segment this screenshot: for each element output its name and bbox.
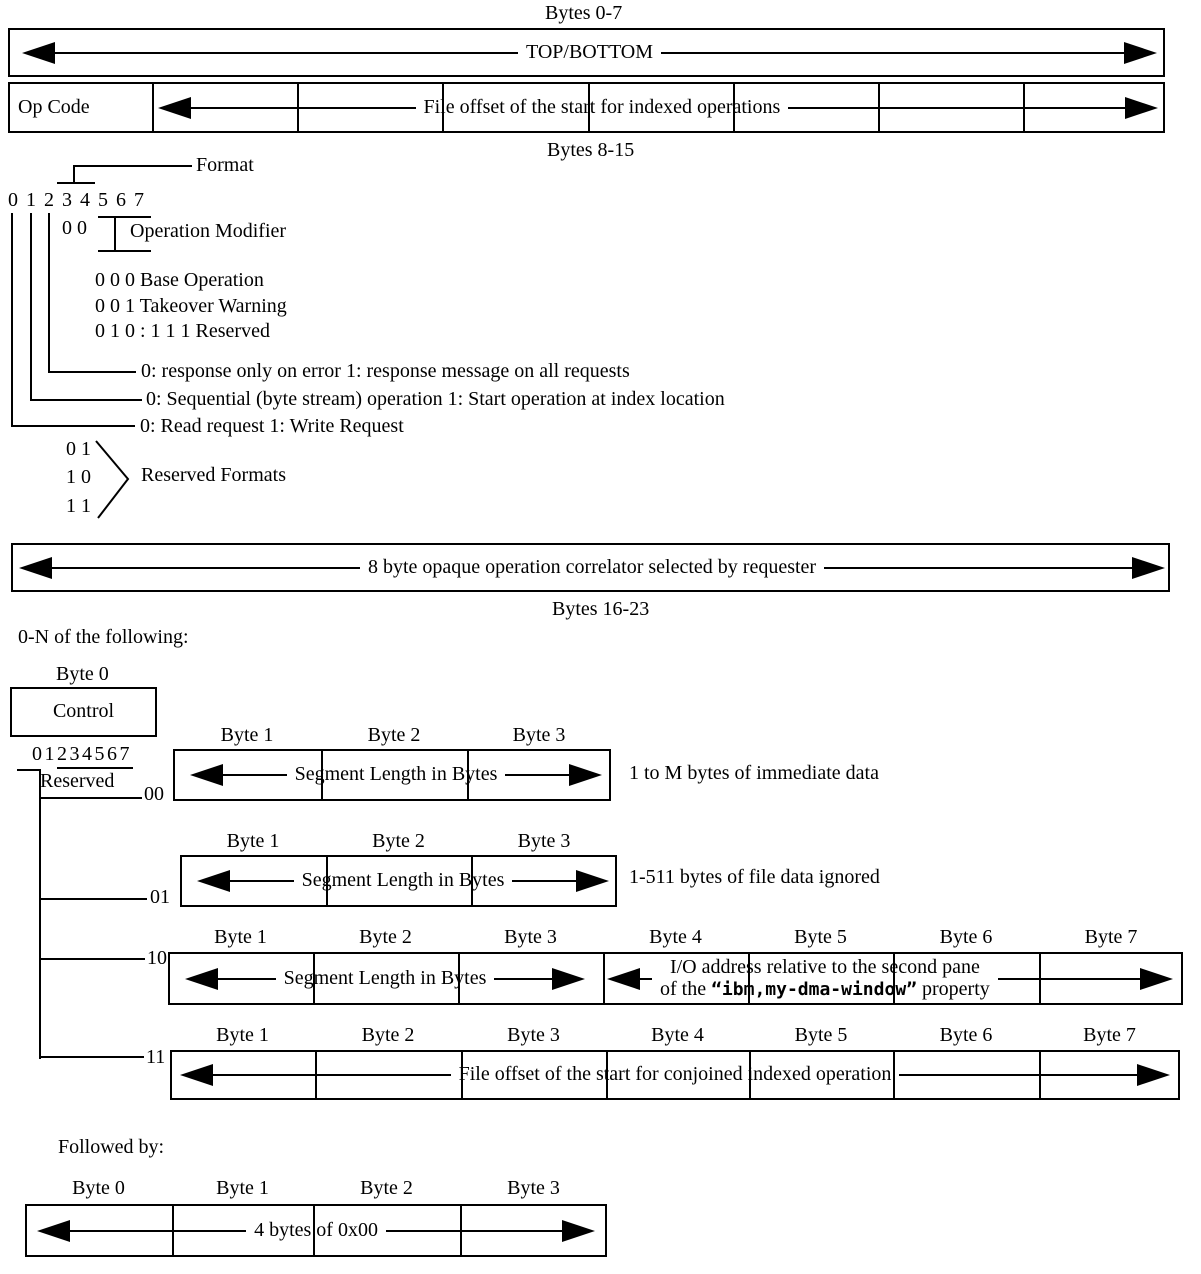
io-suffix: property <box>917 977 990 1000</box>
operation-modifier-label: Operation Modifier <box>130 220 287 242</box>
modifier-bracket-line <box>114 216 116 252</box>
padding-label: 4 bytes of 0x00 <box>254 1218 378 1241</box>
file-offset-arrow <box>158 82 1158 133</box>
arrow-line <box>218 978 276 980</box>
byte-header: Byte 2 <box>359 926 412 948</box>
bit2-stem-line <box>48 213 50 373</box>
segment-length-arrow <box>190 749 602 801</box>
left-arrowhead-icon <box>190 764 223 786</box>
format-bits: 0 0 <box>62 217 87 239</box>
segment-length-arrow <box>185 952 585 1005</box>
bit0-legend: 0: Read request 1: Write Request <box>140 415 404 437</box>
conjoined-offset-label: File offset of the start for conjoined indexed operation <box>458 1063 892 1086</box>
byte-header: Byte 1 <box>226 830 280 852</box>
byte-header: Byte 1 <box>214 926 267 948</box>
followed-by-label: Followed by: <box>58 1136 165 1158</box>
code-01-label: 01 <box>150 886 170 908</box>
branch-00-line <box>39 797 142 799</box>
arrow-line <box>70 1230 246 1232</box>
modifier-value: 0 0 0 Base Operation <box>95 269 264 291</box>
byte-header: Byte 6 <box>939 926 993 948</box>
control-label: Control <box>52 700 115 722</box>
io-property-name: “ibm,my-dma-window” <box>711 978 917 1000</box>
byte-header: Byte 3 <box>507 1024 560 1046</box>
correlator-arrow <box>19 543 1165 592</box>
segment-length-label: Segment Length in Bytes <box>294 763 498 786</box>
modifier-bracket-line <box>98 216 151 218</box>
right-arrowhead-icon <box>1124 42 1157 64</box>
right-arrowhead-icon <box>1132 557 1165 579</box>
arrow-line <box>386 1230 562 1232</box>
byte-header: Byte 3 <box>504 926 557 948</box>
bit0-legend-line <box>11 425 135 427</box>
byte-header: Byte 4 <box>649 926 702 948</box>
byte-header: Byte 2 <box>360 1177 413 1199</box>
byte-header: Byte 3 <box>517 830 571 852</box>
byte-header: Byte 6 <box>939 1024 993 1046</box>
branch-11-line <box>39 1056 144 1058</box>
left-arrowhead-icon <box>19 557 52 579</box>
byte-header: Byte 5 <box>794 1024 848 1046</box>
format-label: Format <box>196 154 254 176</box>
correlator-label: 8 byte opaque operation correlator selected by requester <box>367 555 817 578</box>
control-bit-positions: 01234567 <box>32 743 132 765</box>
modifier-value: 0 1 0 : 1 1 1 Reserved <box>95 320 270 342</box>
code-10-label: 10 <box>147 947 167 969</box>
file-offset-label: File offset of the start for indexed operations <box>423 95 781 118</box>
byte-header: Byte 4 <box>651 1024 704 1046</box>
bit1-legend: 0: Sequential (byte stream) operation 1: Start operation at index location <box>146 388 725 410</box>
right-arrowhead-icon <box>569 764 602 786</box>
arrow-line <box>52 567 360 569</box>
arrow-line <box>505 774 569 776</box>
arrow-line <box>512 880 576 882</box>
bit2-legend: 0: response only on error 1: response message on all requests <box>141 360 630 382</box>
byte-header: Byte 3 <box>512 724 566 746</box>
bit-positions: 0 1 2 3 4 5 6 7 <box>8 189 146 211</box>
arrow-line <box>223 774 287 776</box>
right-arrowhead-icon <box>1125 97 1158 119</box>
conjoined-offset-arrow <box>180 1050 1170 1100</box>
cell-divider <box>603 952 605 1005</box>
padding-arrow <box>37 1204 595 1257</box>
reserved-bracket-tick <box>17 769 39 771</box>
segment-length-label: Segment Length in Bytes <box>301 869 505 892</box>
arrow-line <box>213 1074 451 1076</box>
modifier-value: 0 0 1 Takeover Warning <box>95 295 287 317</box>
code-00-label: 00 <box>144 783 164 805</box>
arrow-line <box>640 978 652 980</box>
code-11-label: 11 <box>146 1046 166 1068</box>
format-bracket-line <box>73 165 192 167</box>
right-arrowhead-icon <box>562 1220 595 1242</box>
byte-header: Byte 1 <box>216 1177 269 1199</box>
left-arrowhead-icon <box>197 870 230 892</box>
byte-header: Byte 3 <box>507 1177 560 1199</box>
byte-header: Byte 0 <box>72 1177 125 1199</box>
reserved-formats-brace <box>94 438 132 520</box>
bit2-legend-line <box>48 371 136 373</box>
byte-header: Byte 2 <box>367 724 421 746</box>
io-address-line2 <box>660 979 990 1001</box>
right-arrowhead-icon <box>552 968 585 990</box>
byte-header: Byte 5 <box>794 926 847 948</box>
reserved-formats-label: Reserved Formats <box>141 464 286 486</box>
byte-header: Byte 7 <box>1084 926 1138 948</box>
segment-length-label: Segment Length in Bytes <box>283 966 487 989</box>
arrow-line <box>661 52 1124 54</box>
left-arrowhead-icon <box>37 1220 70 1242</box>
connector-spine <box>39 769 41 1059</box>
repeat-note: 0-N of the following: <box>18 626 189 648</box>
bit0-stem-line <box>11 213 13 427</box>
reserved-format-bits: 0 1 <box>66 438 91 460</box>
modifier-bracket-line <box>98 250 151 252</box>
arrow-line <box>55 52 518 54</box>
top-bottom-arrow <box>22 28 1157 77</box>
reserved-format-bits: 1 1 <box>66 495 91 517</box>
segment-length-arrow <box>197 855 609 907</box>
byte-header: Byte 2 <box>361 1024 415 1046</box>
byte0-header: Byte 0 <box>56 663 109 685</box>
left-arrowhead-icon <box>158 97 191 119</box>
arrow-line <box>494 978 552 980</box>
io-address-line1: I/O address relative to the second pane <box>669 955 980 978</box>
bytes-0-7-title: Bytes 0-7 <box>545 2 623 24</box>
left-arrowhead-icon <box>607 968 640 990</box>
bit1-legend-line <box>30 399 142 401</box>
format-bracket-line <box>57 182 95 184</box>
op-code-label: Op Code <box>18 96 90 118</box>
top-bottom-label: TOP/BOTTOM <box>525 40 654 63</box>
arrow-line <box>899 1074 1137 1076</box>
right-arrowhead-icon <box>1137 1064 1170 1086</box>
reserved-overline <box>57 767 133 769</box>
io-address-arrow <box>607 952 1173 1005</box>
byte-header: Byte 7 <box>1083 1024 1136 1046</box>
left-arrowhead-icon <box>180 1064 213 1086</box>
right-arrowhead-icon <box>1140 968 1173 990</box>
byte-header: Byte 2 <box>372 830 425 852</box>
right-arrowhead-icon <box>576 870 609 892</box>
bytes-8-15-title: Bytes 8-15 <box>547 139 635 161</box>
io-prefix: of the <box>660 977 712 1000</box>
row-00-description: 1 to M bytes of immediate data <box>629 762 879 784</box>
byte-header: Byte 1 <box>220 724 274 746</box>
bytes-16-23-title: Bytes 16-23 <box>552 598 650 620</box>
reserved-label: Reserved <box>40 770 115 792</box>
io-address-label <box>652 957 998 1000</box>
arrow-line <box>191 107 416 109</box>
reserved-format-bits: 1 0 <box>66 466 91 488</box>
branch-10-line <box>39 958 145 960</box>
cell-divider <box>152 82 154 133</box>
arrow-line <box>788 107 1125 109</box>
arrow-line <box>998 978 1140 980</box>
arrow-line <box>824 567 1132 569</box>
row-01-description: 1-511 bytes of file data ignored <box>629 866 880 888</box>
byte-header: Byte 1 <box>216 1024 269 1046</box>
left-arrowhead-icon <box>22 42 55 64</box>
bit1-stem-line <box>30 213 32 401</box>
arrow-line <box>230 880 294 882</box>
left-arrowhead-icon <box>185 968 218 990</box>
branch-01-line <box>39 898 147 900</box>
